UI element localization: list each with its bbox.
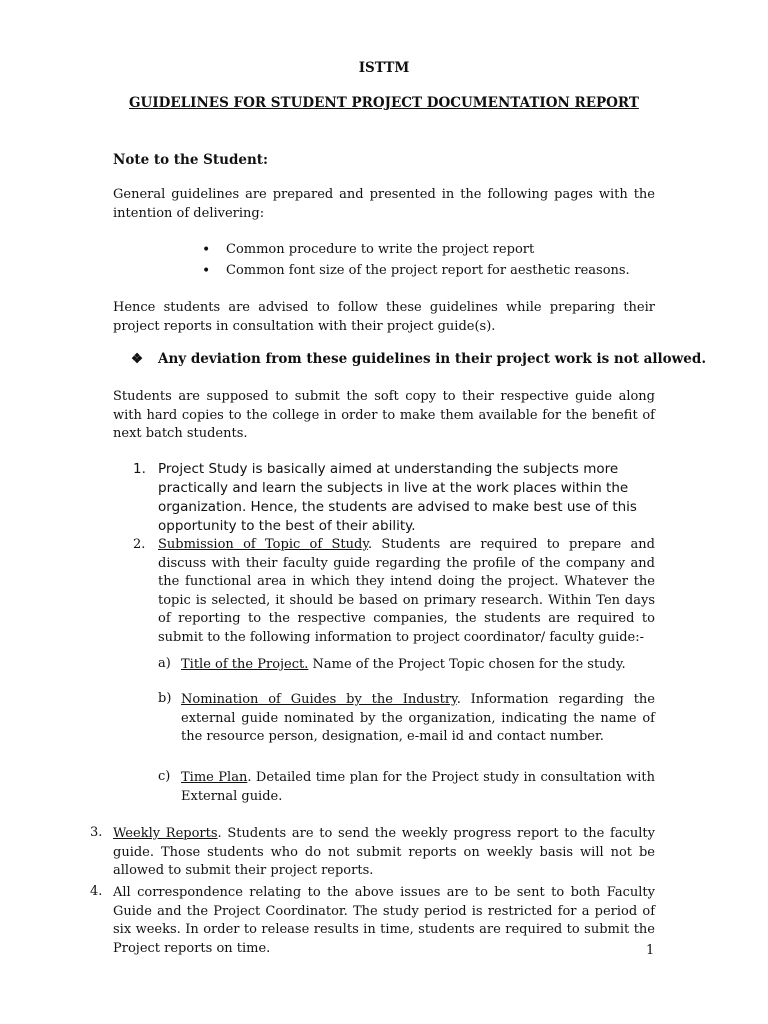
item-number: 4.	[90, 884, 103, 899]
diamond-icon: ❖	[131, 351, 144, 367]
hence-paragraph: Hence students are advised to follow these guidelines while preparing their project reports in consultation with their project guide(s).	[113, 300, 655, 334]
intro-paragraph: General guidelines are prepared and presented in the following pages with the intention of delivering:	[113, 187, 655, 221]
subitem-title: Title of the Project.	[181, 657, 309, 672]
list-item-correspondence: All correspondence relating to the above issues are to be sent to both Faculty Guide and the Project Coordinator. The study period is restricted for a period of six weeks. In order to release results in time, students are required to submit the Project reports on time.	[113, 885, 655, 956]
item-body: . Students are required to prepare and discuss with their faculty guide regarding the profile of the company and the functional area in which they intend doing the project. Whatever the topic is selected, it should be based on primary research. Within Ten days of reporting to the respective companies, the students are required to submit to the following information to project coordinator/ faculty guide:-	[158, 537, 655, 645]
note-heading: Note to the Student:	[113, 152, 269, 168]
item-title: Submission of Topic of Study	[158, 537, 368, 552]
bullet-icon: •	[202, 242, 211, 258]
subitem-title: Time Plan	[181, 770, 248, 785]
subtitle-text: GUIDELINES FOR STUDENT PROJECT DOCUMENTATION REPORT	[129, 95, 639, 111]
bullet-item: Common font size of the project report for aesthetic reasons.	[226, 263, 630, 278]
subitem-body: Name of the Project Topic chosen for the study.	[308, 657, 626, 672]
item-body: . Students are to send the weekly progress report to the faculty guide. Those students who do not submit reports on weekly basis will not be allowed to submit their project reports.	[113, 826, 655, 878]
document-title: ISTTM	[358, 60, 410, 76]
list-item-weekly-reports	[113, 825, 655, 881]
warning-text: Any deviation from these guidelines in their project work is not allowed.	[158, 351, 707, 367]
subitem-guide-nomination	[181, 691, 655, 747]
subitem-body: . Detailed time plan for the Project study in consultation with External guide.	[181, 770, 656, 804]
submission-paragraph: Students are supposed to submit the soft copy to their respective guide along with hard copies to the college in order to make them available for the benefit of next batch students.	[113, 389, 655, 441]
subitem-label: c)	[158, 769, 171, 784]
page-number: 1	[646, 943, 655, 958]
subitem-title: Nomination of Guides by the Industry	[181, 692, 457, 707]
item-number: 1.	[133, 461, 146, 477]
subitem-body: . Information regarding the external guide nominated by the organization, indicating the name of the resource person, designation, e-mail id and contact number.	[181, 692, 655, 744]
warning-line	[131, 351, 706, 367]
list-item-project-study: Project Study is basically aimed at understanding the subjects more practically and learn the subjects in live at the work places within the organization. Hence, the students are advised to make best use of this opportunity to the best of their ability.	[158, 461, 637, 534]
list-item-topic-submission	[158, 536, 655, 647]
subitem-label: b)	[158, 691, 172, 706]
item-number: 3.	[90, 825, 103, 840]
bullet-icon: •	[202, 263, 211, 279]
item-title: Weekly Reports	[113, 826, 218, 841]
subitem-time-plan	[181, 769, 655, 806]
subitem-project-title	[181, 656, 626, 675]
item-number: 2.	[133, 537, 146, 552]
bullet-item: Common procedure to write the project report	[226, 242, 535, 257]
subitem-label: a)	[158, 656, 171, 671]
document-subtitle	[0, 95, 768, 111]
